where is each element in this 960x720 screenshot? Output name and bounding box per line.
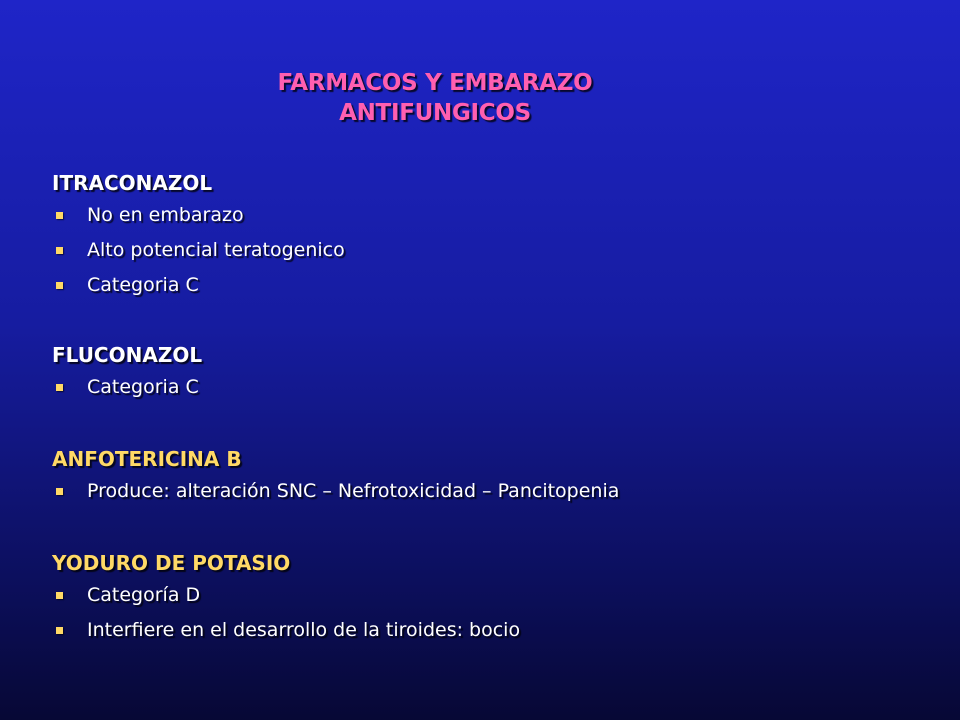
- square-bullet-icon: [56, 384, 63, 391]
- section-itraconazol: [52, 168, 345, 303]
- list-item: [52, 613, 520, 648]
- bullet-list: [52, 578, 520, 648]
- section-fluconazol: [52, 340, 202, 405]
- list-item-text: No en embarazo: [87, 204, 244, 226]
- list-item: [52, 233, 345, 268]
- list-item-text: Alto potencial teratogenico: [87, 239, 345, 261]
- bullet-list: [52, 198, 345, 303]
- bullet-list: [52, 474, 619, 509]
- section-yoduro-de-potasio: [52, 548, 520, 648]
- square-bullet-icon: [56, 592, 63, 599]
- section-heading: ITRACONAZOL: [52, 171, 213, 195]
- list-item-text: Categoria C: [87, 376, 199, 398]
- list-item: [52, 198, 345, 233]
- bullet-list: [52, 370, 202, 405]
- section-anfotericina-b: [52, 444, 619, 509]
- list-item-text: Categoría D: [87, 584, 201, 606]
- square-bullet-icon: [56, 282, 63, 289]
- slide-title: [210, 68, 660, 128]
- list-item: [52, 578, 520, 613]
- list-item-text: Interfiere en el desarrollo de la tiroides: bocio: [87, 619, 521, 641]
- square-bullet-icon: [56, 488, 63, 495]
- list-item: [52, 370, 202, 405]
- square-bullet-icon: [56, 247, 63, 254]
- title-line-1: FARMACOS Y EMBARAZO: [277, 70, 593, 96]
- section-heading: FLUCONAZOL: [52, 343, 203, 367]
- title-line-2: ANTIFUNGICOS: [339, 100, 531, 126]
- list-item: [52, 268, 345, 303]
- square-bullet-icon: [56, 212, 63, 219]
- section-heading: YODURO DE POTASIO: [52, 551, 291, 575]
- section-heading: ANFOTERICINA B: [52, 447, 242, 471]
- list-item-text: Produce: alteración SNC – Nefrotoxicidad – Pancitopenia: [87, 480, 620, 502]
- square-bullet-icon: [56, 627, 63, 634]
- list-item: [52, 474, 619, 509]
- list-item-text: Categoria C: [87, 274, 199, 296]
